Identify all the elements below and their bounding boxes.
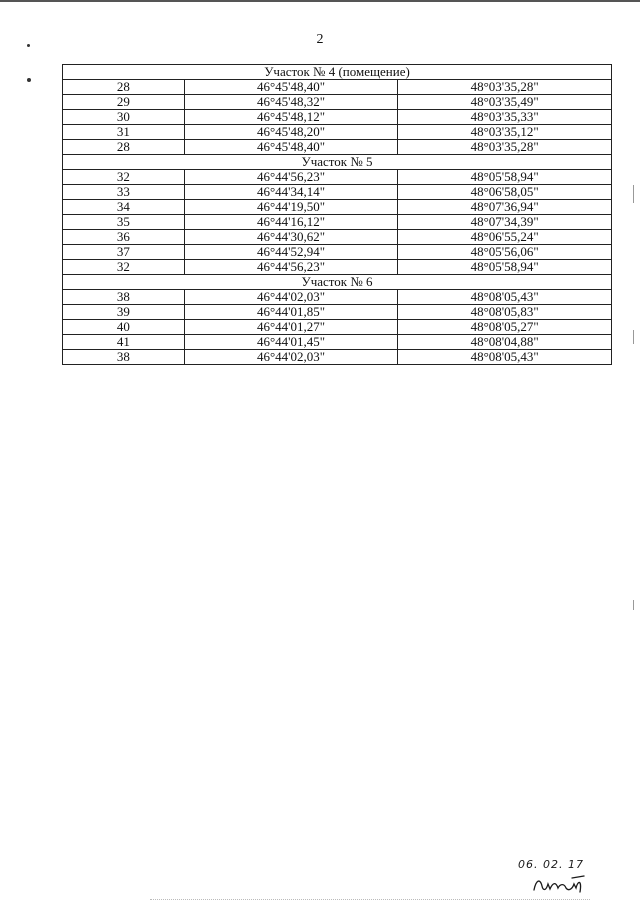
- longitude-cell: 48°05'58,94": [398, 170, 612, 185]
- section-title: Участок № 6: [63, 275, 612, 290]
- point-number-cell: 28: [63, 140, 185, 155]
- table-row: [63, 245, 612, 260]
- section-title: Участок № 4 (помещение): [63, 65, 612, 80]
- longitude-cell: 48°03'35,28": [398, 80, 612, 95]
- section-header-row: [63, 65, 612, 80]
- latitude-cell: 46°44'02,03": [184, 290, 398, 305]
- point-number-cell: 37: [63, 245, 185, 260]
- table-row: [63, 95, 612, 110]
- page-number: 2: [316, 32, 324, 47]
- longitude-cell: 48°08'05,27": [398, 320, 612, 335]
- scan-artifact: [633, 185, 634, 203]
- table-row: [63, 140, 612, 155]
- coordinates-table: [62, 64, 612, 365]
- point-number-cell: 33: [63, 185, 185, 200]
- table-row: [63, 320, 612, 335]
- longitude-cell: 48°05'58,94": [398, 260, 612, 275]
- table-row: [63, 185, 612, 200]
- latitude-cell: 46°44'56,23": [184, 260, 398, 275]
- longitude-cell: 48°03'35,28": [398, 140, 612, 155]
- latitude-cell: 46°44'52,94": [184, 245, 398, 260]
- point-number-cell: 36: [63, 230, 185, 245]
- longitude-cell: 48°03'35,33": [398, 110, 612, 125]
- latitude-cell: 46°45'48,40": [184, 80, 398, 95]
- longitude-cell: 48°07'34,39": [398, 215, 612, 230]
- point-number-cell: 41: [63, 335, 185, 350]
- signature-scribble: [506, 858, 606, 898]
- table-row: [63, 215, 612, 230]
- table-row: [63, 200, 612, 215]
- latitude-cell: 46°44'56,23": [184, 170, 398, 185]
- top-border-line: [0, 0, 640, 2]
- latitude-cell: 46°44'30,62": [184, 230, 398, 245]
- point-number-cell: 30: [63, 110, 185, 125]
- margin-mark: [27, 78, 31, 82]
- latitude-cell: 46°44'01,27": [184, 320, 398, 335]
- signature-date: 06. 02. 17: [518, 858, 584, 871]
- longitude-cell: 48°06'55,24": [398, 230, 612, 245]
- longitude-cell: 48°05'56,06": [398, 245, 612, 260]
- longitude-cell: 48°06'58,05": [398, 185, 612, 200]
- point-number-cell: 39: [63, 305, 185, 320]
- longitude-cell: 48°08'05,83": [398, 305, 612, 320]
- latitude-cell: 46°44'19,50": [184, 200, 398, 215]
- longitude-cell: 48°08'04,88": [398, 335, 612, 350]
- table-row: [63, 170, 612, 185]
- longitude-cell: 48°07'36,94": [398, 200, 612, 215]
- point-number-cell: 29: [63, 95, 185, 110]
- latitude-cell: 46°44'34,14": [184, 185, 398, 200]
- point-number-cell: 32: [63, 170, 185, 185]
- latitude-cell: 46°44'02,03": [184, 350, 398, 365]
- point-number-cell: 35: [63, 215, 185, 230]
- section-header-row: [63, 275, 612, 290]
- scan-artifact: [633, 330, 634, 344]
- table-row: [63, 335, 612, 350]
- latitude-cell: 46°44'01,85": [184, 305, 398, 320]
- longitude-cell: 48°08'05,43": [398, 290, 612, 305]
- table-row: [63, 260, 612, 275]
- latitude-cell: 46°45'48,20": [184, 125, 398, 140]
- table-row: [63, 290, 612, 305]
- point-number-cell: 28: [63, 80, 185, 95]
- longitude-cell: 48°03'35,12": [398, 125, 612, 140]
- point-number-cell: 38: [63, 350, 185, 365]
- latitude-cell: 46°45'48,32": [184, 95, 398, 110]
- longitude-cell: 48°03'35,49": [398, 95, 612, 110]
- scan-artifact: [150, 899, 590, 901]
- coordinates-table-body: [63, 65, 612, 365]
- point-number-cell: 31: [63, 125, 185, 140]
- table-row: [63, 230, 612, 245]
- table-row: [63, 350, 612, 365]
- latitude-cell: 46°45'48,40": [184, 140, 398, 155]
- point-number-cell: 38: [63, 290, 185, 305]
- table-row: [63, 80, 612, 95]
- table-row: [63, 305, 612, 320]
- point-number-cell: 40: [63, 320, 185, 335]
- point-number-cell: 32: [63, 260, 185, 275]
- scan-artifact: [633, 600, 634, 610]
- section-title: Участок № 5: [63, 155, 612, 170]
- latitude-cell: 46°45'48,12": [184, 110, 398, 125]
- margin-mark: [27, 44, 30, 47]
- point-number-cell: 34: [63, 200, 185, 215]
- table-row: [63, 110, 612, 125]
- latitude-cell: 46°44'16,12": [184, 215, 398, 230]
- table-row: [63, 125, 612, 140]
- handwritten-signature: [506, 858, 606, 898]
- section-header-row: [63, 155, 612, 170]
- latitude-cell: 46°44'01,45": [184, 335, 398, 350]
- longitude-cell: 48°08'05,43": [398, 350, 612, 365]
